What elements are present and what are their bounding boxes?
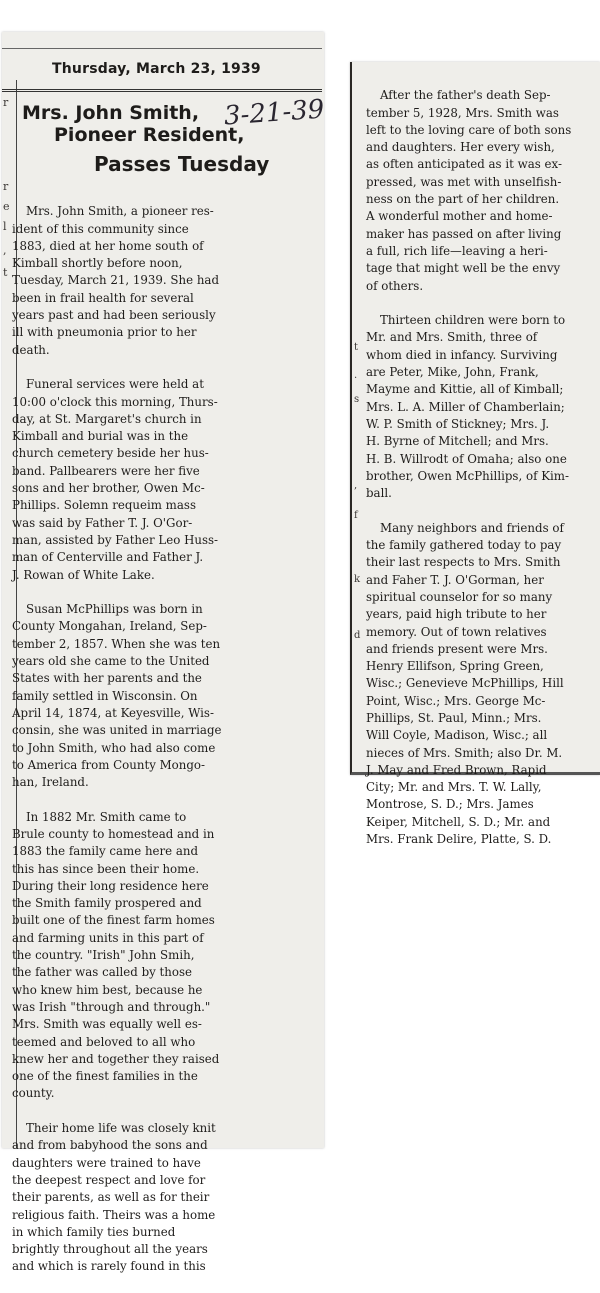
paragraph: After the father's death Sep- tember 5, 1928, Mrs. Smith was left to the loving care of both sons and daughters. Her every wish, as often anticipated as it was ex- pressed, was met with unselfish- ness on the part of her children. A wonderful mother and home- maker has passed on after living a full, rich life—leaving a heri- tage that might well be the envy of others. [366,88,572,293]
paragraph: In 1882 Mr. Smith came to Brule county to homestead and in 1883 the family came here and this has since been their home. During their long residence here the Smith family prospered and built one of the finest farm homes and farming units in this part of the country. "Irish" John Smih, the father was called by those who knew him best, because he was Irish "through and through." Mrs. Smith was equally well es- teemed and beloved to all who knew her and together they raised one of the finest families in the county. [12,809,220,1101]
dateline-bar [2,48,322,92]
adjacent-column-edge: r r e l , t [2,80,17,1148]
adjacent-column-edge-right: t . s , f k d [354,342,361,641]
article-column-right [366,70,596,866]
paragraph: Funeral services were held at 10:00 o'clock this morning, Thurs- day, at St. Margaret's church in Kimball and burial was in the church cemetery beside her hus- band. Pallbearers were her five sons and her brother, Owen Mc- Phillips. Solemn requeim mass was said by Father T. J. O'Gor- man, assisted by Father Leo Huss- man of Centerville and Father J. J. Rowan of White Lake. [12,377,219,582]
dateline: Thursday, March 23, 1939 [52,61,261,77]
headline-line-3: Passes Tuesday [94,152,270,176]
paragraph: Many neighbors and friends of the family gathered today to pay their last respects to Mrs. Smith and Faher T. J. O'Gorman, her spiritual counselor for so many years, paid high tribute to her memory. Out of town relatives and friends present were Mrs. Henry Ellifson, Spring Green, Wisc.; Genevieve McPhillips, Hill Point, Wisc.; Mrs. George Mc- Phillips, St. Paul, Minn.; Mrs. Will Coyle, Madison, Wisc.; all nieces of Mrs. Smith; also Dr. M. J. May and Fred Brown, Rapid City; Mr. and Mrs. T. W. Lally, Montrose, S. D.; Mrs. James Keiper, Mitchell, S. D.; Mr. and Mrs. Frank Delire, Platte, S. D. [366,520,564,847]
headline-line-2: Pioneer Resident, [54,124,245,146]
paragraph: Their home life was closely knit and from babyhood the sons and daughters were trained to have the deepest respect and love for their parents, as well as for their religious faith. Theirs was a home in which family ties burned brightly throughout all the years and which is rarely found in this [12,1121,216,1274]
paragraph: Thirteen children were born to Mr. and Mrs. Smith, three of whom died in infancy. Surviving are Peter, Mike, John, Frank, Mayme and Kittie, all of Kimball; Mrs. L. A. Miller of Chamberlain; W. P. Smith of Stickney; Mrs. J. H. Byrne of Mitchell; and Mrs. H. B. Willrodt of Omaha; also one brother, Owen McPhillips, of Kim- ball. [366,313,569,501]
headline-line-1: Mrs. John Smith, [22,102,200,124]
paragraph: Mrs. John Smith, a pioneer res- ident of this community since 1883, died at her home south of Kimball shortly before noon, Tuesday, March 21, 1939. She had been in frail health for several years past and had been seriously ill with pneumonia prior to her death. [12,204,220,357]
paragraph: Susan McPhillips was born in County Mongahan, Ireland, Sep- tember 2, 1857. When she was ten years old she came to the United States with her parents and the family settled in Wisconsin. On April 14, 1874, at Keyesville, Wis- consin, she was united in marriage to John Smith, who had also come to America from County Mongo- han, Ireland. [12,602,222,790]
handwritten-date: 3-21-39 [223,94,326,132]
article-column-left [12,186,248,1293]
